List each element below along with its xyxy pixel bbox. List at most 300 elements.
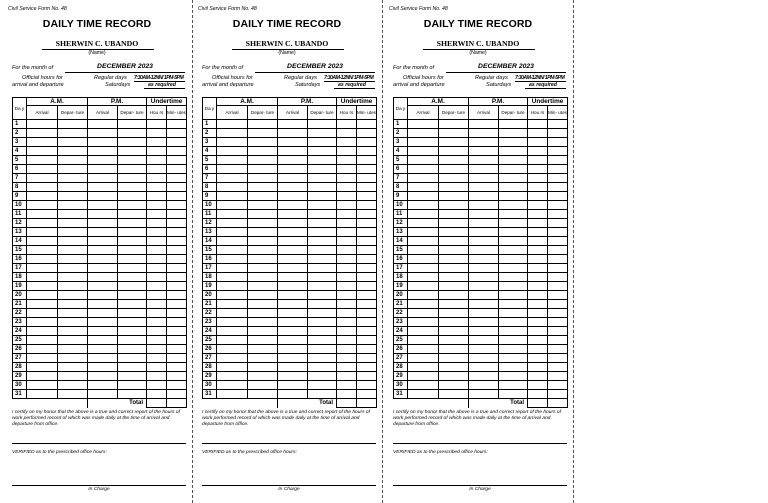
undertime-minutes-cell[interactable]: [548, 291, 568, 300]
undertime-minutes-cell[interactable]: [357, 354, 377, 363]
am-departure-cell[interactable]: [248, 246, 278, 255]
undertime-hours-cell[interactable]: [337, 327, 357, 336]
undertime-minutes-cell[interactable]: [357, 174, 377, 183]
undertime-hours-cell[interactable]: [147, 183, 167, 192]
pm-departure-cell[interactable]: [308, 318, 337, 327]
undertime-hours-cell[interactable]: [147, 120, 167, 129]
undertime-minutes-cell[interactable]: [167, 336, 187, 345]
undertime-minutes-cell[interactable]: [548, 237, 568, 246]
am-departure-cell[interactable]: [58, 381, 88, 390]
am-arrival-cell[interactable]: [408, 192, 439, 201]
undertime-hours-cell[interactable]: [147, 345, 167, 354]
pm-departure-cell[interactable]: [499, 282, 528, 291]
pm-departure-cell[interactable]: [499, 381, 528, 390]
undertime-minutes-cell[interactable]: [357, 165, 377, 174]
am-arrival-cell[interactable]: [408, 372, 439, 381]
pm-arrival-cell[interactable]: [88, 309, 118, 318]
undertime-minutes-cell[interactable]: [357, 372, 377, 381]
pm-arrival-cell[interactable]: [469, 120, 499, 129]
pm-arrival-cell[interactable]: [469, 147, 499, 156]
pm-departure-cell[interactable]: [499, 156, 528, 165]
am-departure-cell[interactable]: [248, 273, 278, 282]
pm-departure-cell[interactable]: [308, 390, 337, 399]
pm-arrival-cell[interactable]: [469, 309, 499, 318]
pm-departure-cell[interactable]: [499, 129, 528, 138]
undertime-hours-cell[interactable]: [147, 390, 167, 399]
undertime-minutes-cell[interactable]: [357, 246, 377, 255]
pm-arrival-cell[interactable]: [278, 264, 308, 273]
pm-arrival-cell[interactable]: [469, 300, 499, 309]
pm-departure-cell[interactable]: [118, 372, 147, 381]
am-departure-cell[interactable]: [439, 282, 469, 291]
am-departure-cell[interactable]: [58, 264, 88, 273]
total-hours-cell[interactable]: [528, 399, 548, 408]
undertime-minutes-cell[interactable]: [548, 219, 568, 228]
undertime-hours-cell[interactable]: [147, 354, 167, 363]
pm-departure-cell[interactable]: [308, 219, 337, 228]
am-arrival-cell[interactable]: [27, 120, 58, 129]
undertime-minutes-cell[interactable]: [167, 327, 187, 336]
undertime-minutes-cell[interactable]: [357, 336, 377, 345]
undertime-hours-cell[interactable]: [337, 309, 357, 318]
undertime-minutes-cell[interactable]: [357, 291, 377, 300]
undertime-hours-cell[interactable]: [147, 237, 167, 246]
am-arrival-cell[interactable]: [27, 255, 58, 264]
pm-arrival-cell[interactable]: [469, 318, 499, 327]
am-arrival-cell[interactable]: [408, 345, 439, 354]
undertime-minutes-cell[interactable]: [548, 390, 568, 399]
pm-departure-cell[interactable]: [308, 192, 337, 201]
am-arrival-cell[interactable]: [27, 300, 58, 309]
pm-departure-cell[interactable]: [499, 228, 528, 237]
am-departure-cell[interactable]: [248, 219, 278, 228]
undertime-hours-cell[interactable]: [147, 174, 167, 183]
undertime-hours-cell[interactable]: [147, 201, 167, 210]
am-arrival-cell[interactable]: [408, 219, 439, 228]
undertime-minutes-cell[interactable]: [548, 300, 568, 309]
pm-arrival-cell[interactable]: [278, 345, 308, 354]
pm-departure-cell[interactable]: [118, 363, 147, 372]
pm-departure-cell[interactable]: [308, 381, 337, 390]
am-arrival-cell[interactable]: [408, 201, 439, 210]
pm-arrival-cell[interactable]: [278, 165, 308, 174]
am-departure-cell[interactable]: [58, 129, 88, 138]
undertime-minutes-cell[interactable]: [548, 138, 568, 147]
pm-arrival-cell[interactable]: [469, 291, 499, 300]
am-departure-cell[interactable]: [58, 282, 88, 291]
undertime-minutes-cell[interactable]: [548, 264, 568, 273]
pm-departure-cell[interactable]: [308, 363, 337, 372]
am-departure-cell[interactable]: [248, 327, 278, 336]
pm-departure-cell[interactable]: [499, 192, 528, 201]
undertime-hours-cell[interactable]: [147, 129, 167, 138]
undertime-hours-cell[interactable]: [528, 291, 548, 300]
am-departure-cell[interactable]: [248, 228, 278, 237]
pm-departure-cell[interactable]: [308, 255, 337, 264]
am-arrival-cell[interactable]: [217, 237, 248, 246]
pm-arrival-cell[interactable]: [469, 201, 499, 210]
pm-arrival-cell[interactable]: [88, 228, 118, 237]
undertime-hours-cell[interactable]: [147, 219, 167, 228]
am-arrival-cell[interactable]: [408, 318, 439, 327]
am-departure-cell[interactable]: [248, 318, 278, 327]
am-arrival-cell[interactable]: [27, 354, 58, 363]
undertime-hours-cell[interactable]: [147, 336, 167, 345]
am-departure-cell[interactable]: [248, 120, 278, 129]
pm-departure-cell[interactable]: [499, 363, 528, 372]
undertime-minutes-cell[interactable]: [548, 165, 568, 174]
undertime-hours-cell[interactable]: [147, 165, 167, 174]
pm-arrival-cell[interactable]: [469, 228, 499, 237]
undertime-minutes-cell[interactable]: [357, 228, 377, 237]
pm-departure-cell[interactable]: [308, 228, 337, 237]
pm-departure-cell[interactable]: [499, 309, 528, 318]
undertime-hours-cell[interactable]: [337, 246, 357, 255]
undertime-minutes-cell[interactable]: [548, 273, 568, 282]
am-departure-cell[interactable]: [439, 255, 469, 264]
total-minutes-cell[interactable]: [548, 399, 568, 408]
am-arrival-cell[interactable]: [217, 129, 248, 138]
am-arrival-cell[interactable]: [27, 201, 58, 210]
pm-arrival-cell[interactable]: [469, 264, 499, 273]
am-arrival-cell[interactable]: [217, 147, 248, 156]
total-hours-cell[interactable]: [147, 399, 167, 408]
am-arrival-cell[interactable]: [408, 120, 439, 129]
undertime-hours-cell[interactable]: [147, 147, 167, 156]
undertime-hours-cell[interactable]: [337, 210, 357, 219]
undertime-hours-cell[interactable]: [528, 246, 548, 255]
undertime-minutes-cell[interactable]: [167, 372, 187, 381]
am-arrival-cell[interactable]: [27, 147, 58, 156]
undertime-hours-cell[interactable]: [337, 372, 357, 381]
pm-departure-cell[interactable]: [308, 300, 337, 309]
undertime-minutes-cell[interactable]: [548, 210, 568, 219]
pm-arrival-cell[interactable]: [88, 381, 118, 390]
am-arrival-cell[interactable]: [217, 219, 248, 228]
pm-arrival-cell[interactable]: [278, 147, 308, 156]
undertime-hours-cell[interactable]: [337, 183, 357, 192]
am-arrival-cell[interactable]: [27, 282, 58, 291]
undertime-minutes-cell[interactable]: [357, 192, 377, 201]
undertime-minutes-cell[interactable]: [548, 345, 568, 354]
undertime-minutes-cell[interactable]: [357, 345, 377, 354]
pm-arrival-cell[interactable]: [88, 156, 118, 165]
pm-departure-cell[interactable]: [308, 273, 337, 282]
am-departure-cell[interactable]: [248, 129, 278, 138]
pm-departure-cell[interactable]: [499, 390, 528, 399]
pm-arrival-cell[interactable]: [88, 120, 118, 129]
am-arrival-cell[interactable]: [217, 120, 248, 129]
pm-departure-cell[interactable]: [499, 255, 528, 264]
pm-arrival-cell[interactable]: [88, 372, 118, 381]
am-arrival-cell[interactable]: [408, 282, 439, 291]
undertime-minutes-cell[interactable]: [167, 264, 187, 273]
am-arrival-cell[interactable]: [217, 246, 248, 255]
am-arrival-cell[interactable]: [217, 165, 248, 174]
undertime-minutes-cell[interactable]: [357, 309, 377, 318]
pm-arrival-cell[interactable]: [278, 255, 308, 264]
pm-departure-cell[interactable]: [499, 183, 528, 192]
pm-departure-cell[interactable]: [118, 138, 147, 147]
am-arrival-cell[interactable]: [408, 237, 439, 246]
am-arrival-cell[interactable]: [27, 336, 58, 345]
undertime-hours-cell[interactable]: [337, 138, 357, 147]
pm-arrival-cell[interactable]: [469, 273, 499, 282]
am-arrival-cell[interactable]: [27, 165, 58, 174]
am-arrival-cell[interactable]: [408, 336, 439, 345]
undertime-hours-cell[interactable]: [147, 381, 167, 390]
pm-departure-cell[interactable]: [308, 210, 337, 219]
am-departure-cell[interactable]: [439, 291, 469, 300]
undertime-hours-cell[interactable]: [337, 147, 357, 156]
undertime-hours-cell[interactable]: [528, 129, 548, 138]
undertime-hours-cell[interactable]: [147, 156, 167, 165]
pm-arrival-cell[interactable]: [278, 120, 308, 129]
am-departure-cell[interactable]: [58, 372, 88, 381]
am-departure-cell[interactable]: [248, 210, 278, 219]
am-arrival-cell[interactable]: [217, 183, 248, 192]
am-arrival-cell[interactable]: [408, 210, 439, 219]
undertime-hours-cell[interactable]: [337, 300, 357, 309]
am-departure-cell[interactable]: [58, 237, 88, 246]
pm-arrival-cell[interactable]: [469, 282, 499, 291]
am-departure-cell[interactable]: [248, 363, 278, 372]
am-arrival-cell[interactable]: [27, 129, 58, 138]
am-departure-cell[interactable]: [439, 390, 469, 399]
pm-arrival-cell[interactable]: [278, 237, 308, 246]
am-departure-cell[interactable]: [439, 237, 469, 246]
undertime-hours-cell[interactable]: [337, 120, 357, 129]
am-departure-cell[interactable]: [439, 354, 469, 363]
am-arrival-cell[interactable]: [217, 363, 248, 372]
undertime-hours-cell[interactable]: [528, 201, 548, 210]
pm-arrival-cell[interactable]: [278, 138, 308, 147]
am-arrival-cell[interactable]: [408, 264, 439, 273]
am-departure-cell[interactable]: [439, 336, 469, 345]
pm-arrival-cell[interactable]: [469, 192, 499, 201]
undertime-minutes-cell[interactable]: [167, 309, 187, 318]
pm-arrival-cell[interactable]: [278, 246, 308, 255]
pm-arrival-cell[interactable]: [469, 255, 499, 264]
pm-arrival-cell[interactable]: [469, 219, 499, 228]
pm-arrival-cell[interactable]: [469, 327, 499, 336]
pm-arrival-cell[interactable]: [278, 291, 308, 300]
pm-arrival-cell[interactable]: [278, 363, 308, 372]
pm-departure-cell[interactable]: [118, 318, 147, 327]
am-departure-cell[interactable]: [58, 255, 88, 264]
am-departure-cell[interactable]: [248, 282, 278, 291]
am-departure-cell[interactable]: [58, 291, 88, 300]
am-departure-cell[interactable]: [248, 372, 278, 381]
pm-arrival-cell[interactable]: [278, 228, 308, 237]
pm-departure-cell[interactable]: [308, 120, 337, 129]
am-departure-cell[interactable]: [58, 327, 88, 336]
pm-departure-cell[interactable]: [308, 183, 337, 192]
undertime-hours-cell[interactable]: [528, 192, 548, 201]
undertime-hours-cell[interactable]: [528, 255, 548, 264]
am-arrival-cell[interactable]: [217, 318, 248, 327]
am-departure-cell[interactable]: [58, 318, 88, 327]
undertime-hours-cell[interactable]: [528, 345, 548, 354]
pm-departure-cell[interactable]: [118, 147, 147, 156]
undertime-minutes-cell[interactable]: [167, 354, 187, 363]
am-departure-cell[interactable]: [248, 264, 278, 273]
undertime-minutes-cell[interactable]: [548, 309, 568, 318]
pm-departure-cell[interactable]: [118, 255, 147, 264]
pm-arrival-cell[interactable]: [88, 129, 118, 138]
pm-departure-cell[interactable]: [118, 354, 147, 363]
am-departure-cell[interactable]: [439, 210, 469, 219]
pm-arrival-cell[interactable]: [278, 129, 308, 138]
am-departure-cell[interactable]: [439, 246, 469, 255]
am-departure-cell[interactable]: [248, 237, 278, 246]
undertime-minutes-cell[interactable]: [167, 237, 187, 246]
am-departure-cell[interactable]: [58, 390, 88, 399]
am-arrival-cell[interactable]: [27, 363, 58, 372]
undertime-minutes-cell[interactable]: [357, 381, 377, 390]
undertime-hours-cell[interactable]: [337, 219, 357, 228]
am-departure-cell[interactable]: [58, 210, 88, 219]
pm-arrival-cell[interactable]: [278, 192, 308, 201]
pm-arrival-cell[interactable]: [278, 219, 308, 228]
am-departure-cell[interactable]: [439, 363, 469, 372]
pm-arrival-cell[interactable]: [278, 174, 308, 183]
pm-departure-cell[interactable]: [499, 246, 528, 255]
pm-departure-cell[interactable]: [118, 237, 147, 246]
undertime-hours-cell[interactable]: [147, 300, 167, 309]
pm-departure-cell[interactable]: [499, 291, 528, 300]
pm-arrival-cell[interactable]: [469, 183, 499, 192]
pm-arrival-cell[interactable]: [278, 210, 308, 219]
am-arrival-cell[interactable]: [217, 138, 248, 147]
undertime-minutes-cell[interactable]: [167, 210, 187, 219]
pm-departure-cell[interactable]: [499, 237, 528, 246]
pm-departure-cell[interactable]: [308, 165, 337, 174]
undertime-hours-cell[interactable]: [528, 138, 548, 147]
undertime-hours-cell[interactable]: [147, 255, 167, 264]
undertime-minutes-cell[interactable]: [167, 228, 187, 237]
undertime-hours-cell[interactable]: [337, 129, 357, 138]
undertime-hours-cell[interactable]: [147, 282, 167, 291]
pm-arrival-cell[interactable]: [88, 282, 118, 291]
am-arrival-cell[interactable]: [408, 165, 439, 174]
pm-arrival-cell[interactable]: [278, 381, 308, 390]
am-arrival-cell[interactable]: [217, 264, 248, 273]
undertime-minutes-cell[interactable]: [357, 300, 377, 309]
am-arrival-cell[interactable]: [217, 228, 248, 237]
undertime-minutes-cell[interactable]: [548, 201, 568, 210]
pm-arrival-cell[interactable]: [278, 354, 308, 363]
am-departure-cell[interactable]: [439, 309, 469, 318]
undertime-minutes-cell[interactable]: [167, 246, 187, 255]
pm-arrival-cell[interactable]: [469, 174, 499, 183]
am-departure-cell[interactable]: [248, 336, 278, 345]
pm-departure-cell[interactable]: [118, 291, 147, 300]
pm-departure-cell[interactable]: [499, 210, 528, 219]
undertime-minutes-cell[interactable]: [167, 138, 187, 147]
pm-arrival-cell[interactable]: [278, 336, 308, 345]
undertime-minutes-cell[interactable]: [167, 165, 187, 174]
undertime-minutes-cell[interactable]: [167, 381, 187, 390]
am-departure-cell[interactable]: [439, 174, 469, 183]
pm-departure-cell[interactable]: [499, 174, 528, 183]
pm-arrival-cell[interactable]: [88, 390, 118, 399]
undertime-hours-cell[interactable]: [147, 309, 167, 318]
pm-departure-cell[interactable]: [499, 318, 528, 327]
undertime-minutes-cell[interactable]: [357, 219, 377, 228]
pm-departure-cell[interactable]: [118, 174, 147, 183]
pm-departure-cell[interactable]: [499, 354, 528, 363]
total-hours-cell[interactable]: [337, 399, 357, 408]
am-departure-cell[interactable]: [248, 345, 278, 354]
am-arrival-cell[interactable]: [217, 201, 248, 210]
am-arrival-cell[interactable]: [408, 138, 439, 147]
undertime-minutes-cell[interactable]: [167, 390, 187, 399]
am-departure-cell[interactable]: [248, 390, 278, 399]
pm-arrival-cell[interactable]: [88, 237, 118, 246]
undertime-hours-cell[interactable]: [337, 381, 357, 390]
am-arrival-cell[interactable]: [408, 228, 439, 237]
pm-arrival-cell[interactable]: [469, 372, 499, 381]
undertime-hours-cell[interactable]: [528, 174, 548, 183]
am-arrival-cell[interactable]: [408, 327, 439, 336]
undertime-minutes-cell[interactable]: [167, 147, 187, 156]
undertime-minutes-cell[interactable]: [167, 318, 187, 327]
undertime-hours-cell[interactable]: [528, 318, 548, 327]
am-arrival-cell[interactable]: [408, 129, 439, 138]
undertime-minutes-cell[interactable]: [167, 273, 187, 282]
am-departure-cell[interactable]: [439, 129, 469, 138]
undertime-hours-cell[interactable]: [528, 120, 548, 129]
undertime-hours-cell[interactable]: [528, 219, 548, 228]
am-departure-cell[interactable]: [439, 192, 469, 201]
undertime-minutes-cell[interactable]: [167, 300, 187, 309]
am-arrival-cell[interactable]: [217, 273, 248, 282]
pm-departure-cell[interactable]: [308, 372, 337, 381]
undertime-minutes-cell[interactable]: [167, 192, 187, 201]
am-departure-cell[interactable]: [439, 300, 469, 309]
undertime-minutes-cell[interactable]: [357, 147, 377, 156]
pm-arrival-cell[interactable]: [88, 138, 118, 147]
am-arrival-cell[interactable]: [27, 228, 58, 237]
undertime-minutes-cell[interactable]: [357, 264, 377, 273]
pm-departure-cell[interactable]: [308, 174, 337, 183]
am-departure-cell[interactable]: [248, 381, 278, 390]
undertime-minutes-cell[interactable]: [548, 246, 568, 255]
undertime-minutes-cell[interactable]: [167, 183, 187, 192]
am-arrival-cell[interactable]: [217, 192, 248, 201]
undertime-hours-cell[interactable]: [528, 390, 548, 399]
undertime-minutes-cell[interactable]: [548, 372, 568, 381]
undertime-minutes-cell[interactable]: [548, 255, 568, 264]
am-departure-cell[interactable]: [439, 327, 469, 336]
undertime-minutes-cell[interactable]: [357, 363, 377, 372]
total-minutes-cell[interactable]: [357, 399, 377, 408]
am-arrival-cell[interactable]: [217, 300, 248, 309]
pm-departure-cell[interactable]: [118, 381, 147, 390]
undertime-minutes-cell[interactable]: [167, 201, 187, 210]
pm-departure-cell[interactable]: [118, 300, 147, 309]
pm-departure-cell[interactable]: [308, 264, 337, 273]
am-departure-cell[interactable]: [58, 138, 88, 147]
am-departure-cell[interactable]: [58, 309, 88, 318]
undertime-hours-cell[interactable]: [528, 147, 548, 156]
am-departure-cell[interactable]: [58, 219, 88, 228]
pm-departure-cell[interactable]: [308, 354, 337, 363]
am-departure-cell[interactable]: [439, 156, 469, 165]
am-arrival-cell[interactable]: [217, 345, 248, 354]
pm-arrival-cell[interactable]: [88, 210, 118, 219]
